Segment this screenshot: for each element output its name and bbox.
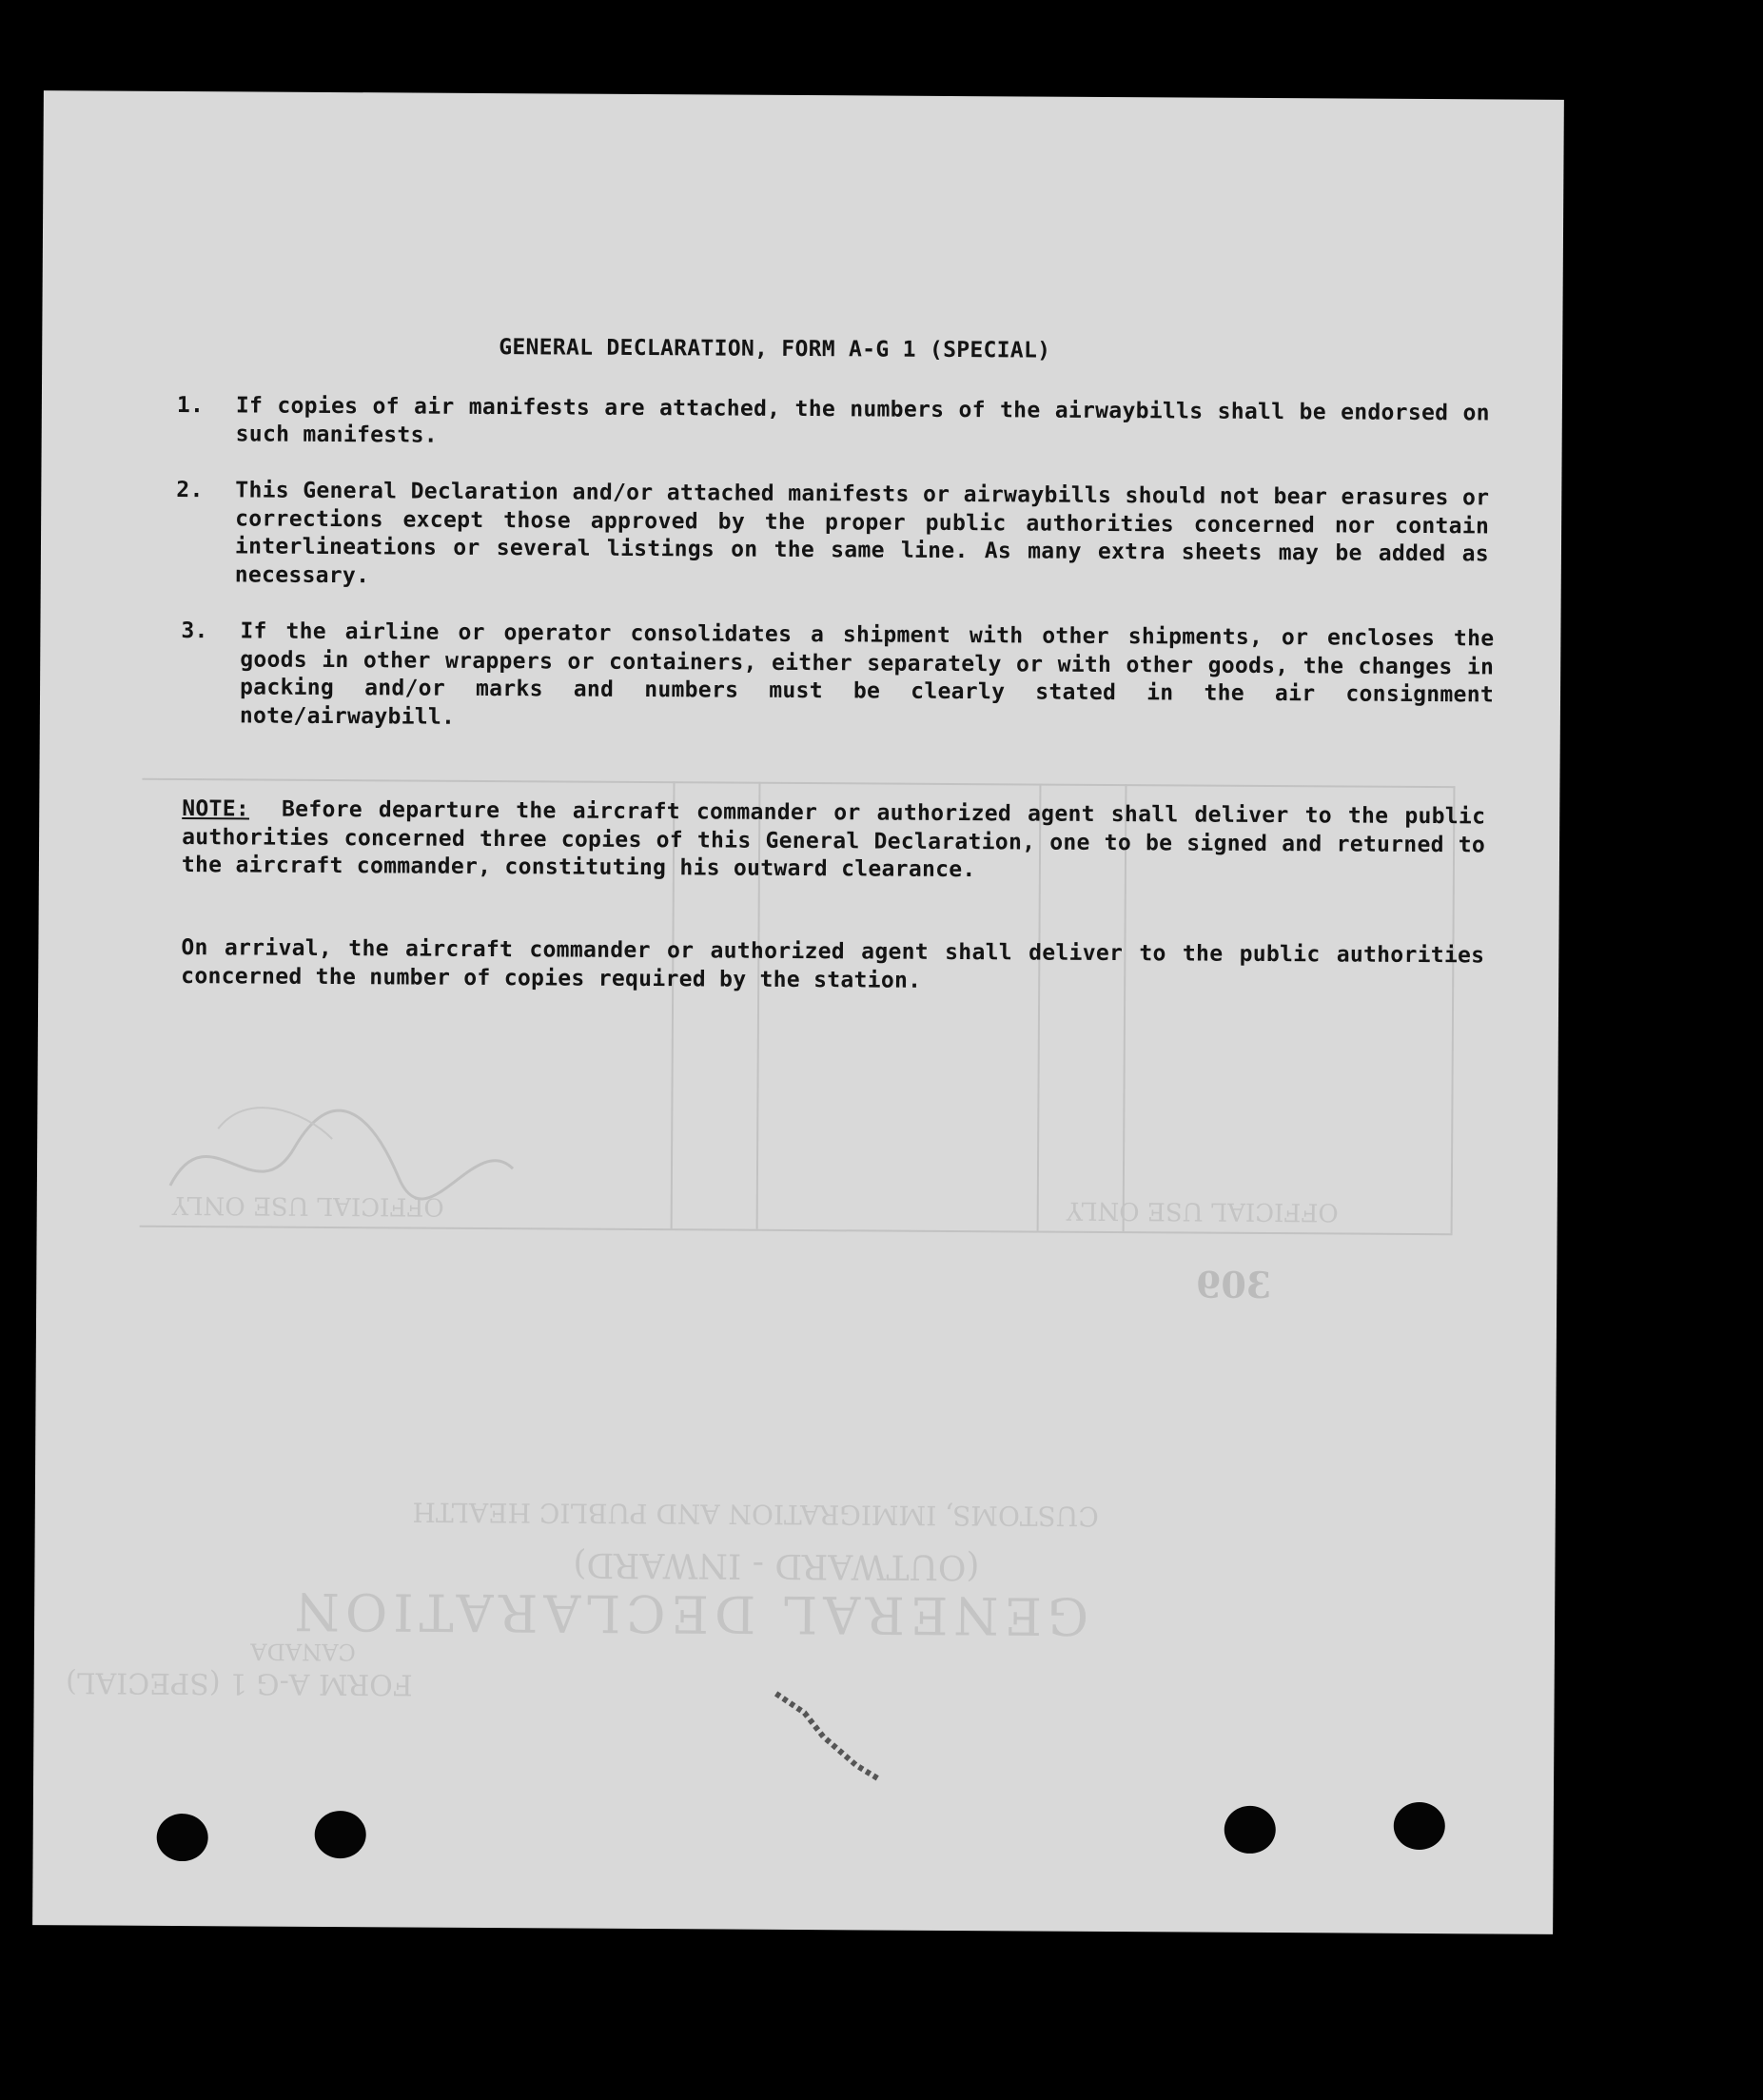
instruction-number: 3. bbox=[181, 618, 208, 644]
instruction-number: 2. bbox=[176, 477, 204, 503]
instruction-item-2 bbox=[176, 477, 1490, 597]
show-through-layer bbox=[32, 90, 1564, 1934]
instruction-item-3 bbox=[181, 618, 1495, 737]
ghost-form-id: FORM A-G 1 (SPECIAL) bbox=[65, 1665, 413, 1701]
ghost-stamp-number: 309 bbox=[1195, 1263, 1272, 1307]
ghost-customs-line: CUSTOMS, IMMIGRATION AND PUBLIC HEALTH bbox=[412, 1496, 1099, 1532]
form-title: GENERAL DECLARATION, FORM A-G 1 (SPECIAL) bbox=[499, 335, 1051, 363]
instruction-item-1 bbox=[177, 392, 1490, 456]
instruction-text: This General Declaration and/or attached manifests or airwaybills should not bear erasures or corrections except those approved by the proper public authorities concerned nor contain interlineations or several listings on the same line. As many extra sheets may be added as necessary. bbox=[234, 478, 1490, 588]
note-label: NOTE: bbox=[182, 796, 250, 822]
note-paragraph bbox=[182, 795, 1486, 888]
punch-hole-4 bbox=[1394, 1802, 1445, 1850]
punch-hole-2 bbox=[315, 1811, 366, 1858]
instruction-number: 1. bbox=[176, 392, 205, 419]
ghost-table-top bbox=[142, 778, 1455, 788]
signature-scribble bbox=[151, 1071, 590, 1236]
stamp-smudge bbox=[766, 1684, 891, 1790]
note-text: Before departure the aircraft commander or authorized agent shall deliver to the public authorities concerned three copies of this General Declaration, one to be signed and returned to the aircraft commander, constituting his outward clearance. bbox=[181, 796, 1486, 883]
ghost-official-left: OFFICIAL USE ONLY bbox=[1066, 1195, 1339, 1227]
instruction-text: If the airline or operator consolidates a shipment with other shipments, or encloses the goods in other wrappers or containers, either separately or with other goods, the changes in packing and/or marks and numbers must be clearly stated in the air consignment note/airwaybill. bbox=[239, 618, 1495, 730]
arrival-paragraph: On arrival, the aircraft commander or authorized agent shall deliver to the public authorities concerned the number of copies required by the station. bbox=[181, 935, 1485, 993]
ghost-heading: GENERAL DECLARATION bbox=[288, 1580, 1089, 1646]
instruction-text: If copies of air manifests are attached, the numbers of the airwaybills shall be endorsed on such manifests. bbox=[235, 393, 1490, 448]
document-page bbox=[32, 90, 1564, 1934]
ghost-country: CANADA bbox=[250, 1638, 356, 1666]
ghost-subheading: (OUTWARD - INWARD) bbox=[573, 1544, 980, 1587]
ghost-official-right: OFFICIAL USE ONLY bbox=[171, 1189, 444, 1221]
punch-hole-3 bbox=[1224, 1806, 1276, 1854]
punch-hole-1 bbox=[157, 1814, 208, 1861]
